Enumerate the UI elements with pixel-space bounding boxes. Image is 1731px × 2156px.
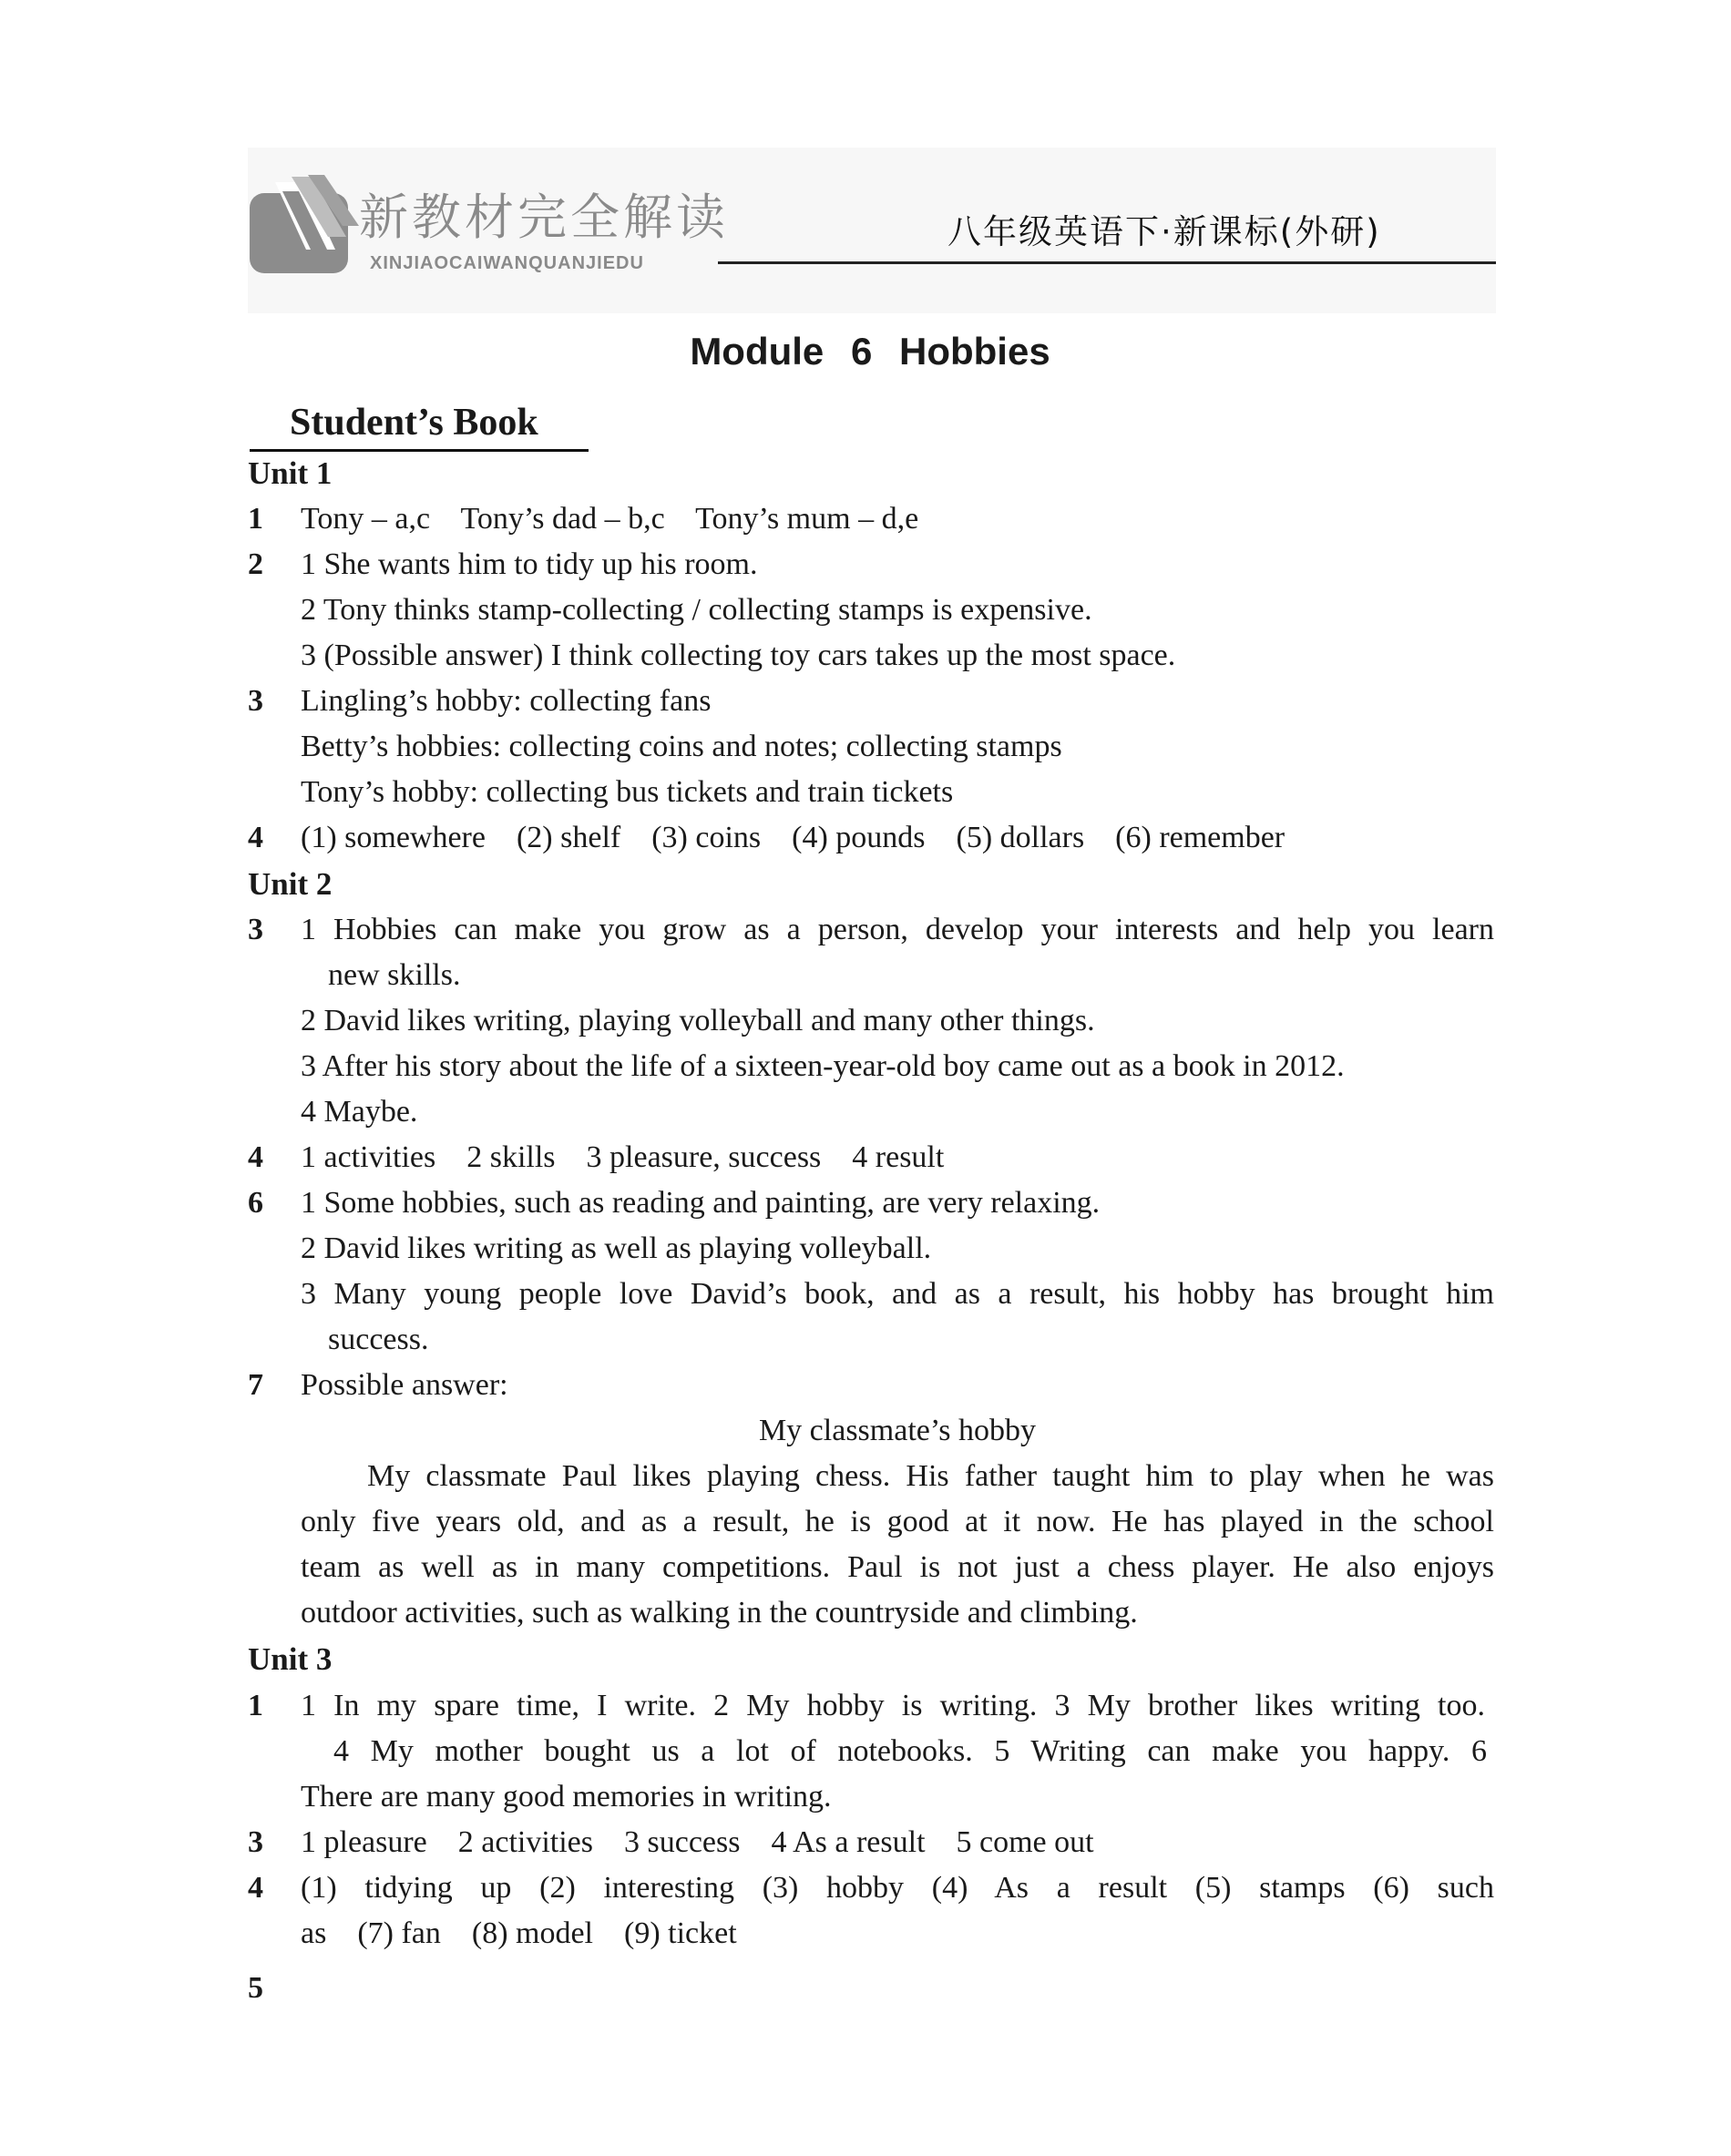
answer-line: 2 David likes writing as well as playing volleyball. <box>301 1231 932 1265</box>
answer-line: 3 (Possible answer) I think collecting toy cars takes up the most space. <box>301 639 1176 672</box>
answer-line: new skills. <box>328 958 461 992</box>
answer-line: as (7) fan (8) model (9) ticket <box>301 1916 737 1950</box>
logo-chinese-text: 新教材完全解读 <box>359 189 729 246</box>
section-underline <box>250 449 589 452</box>
book-title: 八年级英语下·新课标(外研) <box>947 212 1381 251</box>
exercise-number: 2 <box>248 547 263 581</box>
answer-line: Possible answer: <box>301 1368 508 1402</box>
answer-line: 2 David likes writing, playing volleyball and many other things. <box>301 1004 1095 1037</box>
exercise-number: 6 <box>248 1186 263 1220</box>
module-title: Module 6 Hobbies <box>690 330 1050 373</box>
essay-line: My classmate Paul likes playing chess. His father taught him to play when he was <box>367 1459 1494 1493</box>
exercise-number: 4 <box>248 1871 263 1905</box>
logo-icon <box>248 173 366 275</box>
exercise-number: 3 <box>248 913 263 946</box>
unit-heading: Unit 1 <box>248 455 333 491</box>
header-divider <box>718 261 1496 264</box>
answer-line: 1 In my spare time, I write. 2 My hobby is writing. 3 My brother likes writing too. <box>301 1689 1485 1722</box>
unit-heading: Unit 3 <box>248 1641 333 1677</box>
answer-line: Tony’s hobby: collecting bus tickets and train tickets <box>301 775 954 809</box>
exercise-number: 5 <box>248 1971 263 2005</box>
exercise-number: 4 <box>248 821 263 854</box>
answer-line: Lingling’s hobby: collecting fans <box>301 684 712 718</box>
answer-line: success. <box>328 1323 429 1356</box>
answer-line: 1 She wants him to tidy up his room. <box>301 547 758 581</box>
answer-line: 1 activities 2 skills 3 pleasure, success 4 result <box>301 1140 945 1174</box>
essay-line: only five years old, and as a result, he is good at it now. He has played in the school <box>301 1505 1494 1538</box>
exercise-number: 3 <box>248 1825 263 1859</box>
answer-line: (1) somewhere (2) shelf (3) coins (4) pounds (5) dollars (6) remember <box>301 821 1285 854</box>
answer-line: 4 My mother bought us a lot of notebooks. 5 Writing can make you happy. 6 <box>333 1734 1487 1768</box>
answer-line: 1 Some hobbies, such as reading and painting, are very relaxing. <box>301 1186 1101 1220</box>
essay-line: outdoor activities, such as walking in the countryside and climbing. <box>301 1596 1138 1630</box>
essay-title: My classmate’s hobby <box>758 1414 1037 1447</box>
unit-heading: Unit 2 <box>248 866 333 902</box>
logo-english-text: XINJIAOCAIWANQUANJIEDU <box>370 253 644 273</box>
answer-line: (1) tidying up (2) interesting (3) hobby (4) As a result (5) stamps (6) such <box>301 1871 1494 1905</box>
answer-line: Betty’s hobbies: collecting coins and notes; collecting stamps <box>301 730 1062 763</box>
answer-line: There are many good memories in writing. <box>301 1780 832 1814</box>
exercise-number: 3 <box>248 684 263 718</box>
answer-line: Tony – a,c Tony’s dad – b,c Tony’s mum – d,e <box>301 502 919 536</box>
essay-line: team as well as in many competitions. Paul is not just a chess player. He also enjoys <box>301 1550 1494 1584</box>
answer-line: 1 pleasure 2 activities 3 success 4 As a result 5 come out <box>301 1825 1094 1859</box>
exercise-number: 1 <box>248 502 263 536</box>
exercise-number: 4 <box>248 1140 263 1174</box>
answer-line: 1 Hobbies can make you grow as a person, develop your interests and help you learn <box>301 913 1494 946</box>
answer-line: 3 Many young people love David’s book, and as a result, his hobby has brought him <box>301 1277 1494 1311</box>
exercise-number: 7 <box>248 1368 263 1402</box>
section-title: Student’s Book <box>290 402 538 444</box>
exercise-number: 1 <box>248 1689 263 1722</box>
answer-line: 3 After his story about the life of a sixteen-year-old boy came out as a book in 2012. <box>301 1049 1345 1083</box>
answer-line: 2 Tony thinks stamp-collecting / collecting stamps is expensive. <box>301 593 1092 627</box>
answer-line: 4 Maybe. <box>301 1095 418 1129</box>
